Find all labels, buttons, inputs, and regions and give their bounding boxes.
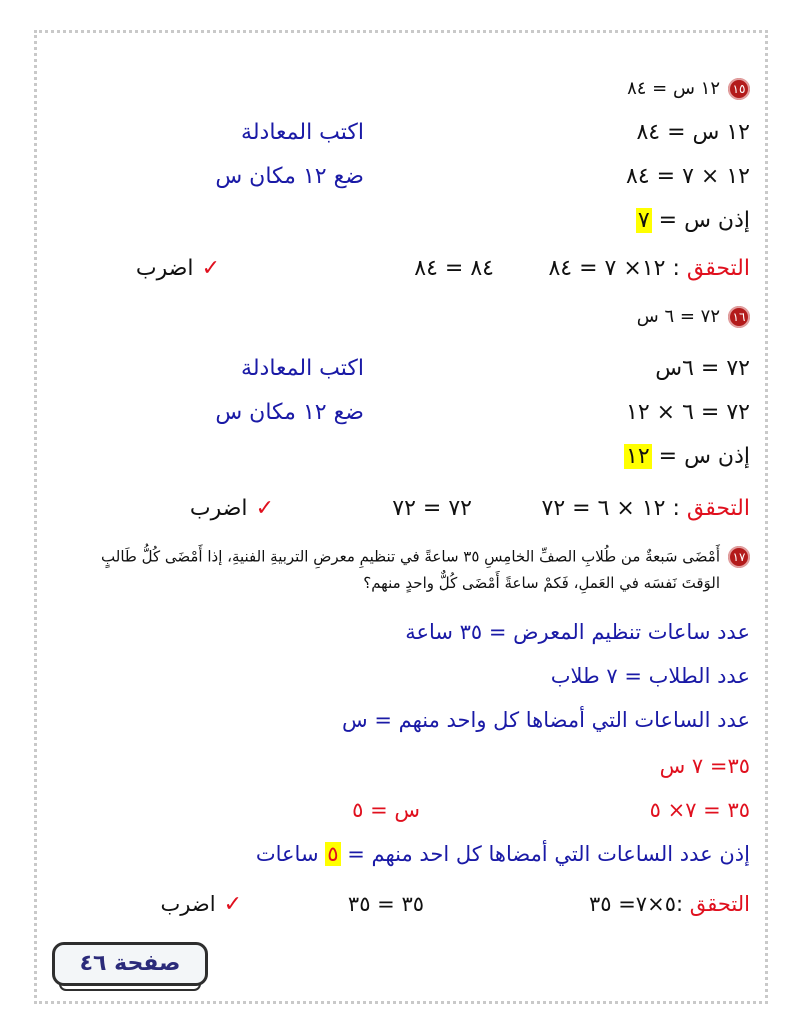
problem-15-header — [627, 78, 750, 100]
check-icon: ✓ — [255, 496, 274, 521]
answer-value: ٥ — [327, 842, 339, 866]
check-label: التحقق — [689, 892, 750, 916]
solution-line: عدد ساعات تنظيم المعرض = ٣٥ ساعة — [405, 620, 750, 644]
answer-prefix: إذن عدد الساعات التي أمضاها كل احد منهم = — [347, 842, 750, 866]
check-note — [136, 256, 220, 281]
problem-statement: ٧٢ = ٦ س — [636, 306, 720, 327]
equation-step: ٣٥= ٧ س — [659, 754, 750, 778]
check-line — [542, 496, 751, 521]
check-note-label: اضرب — [189, 496, 248, 521]
equation-step: ١٢ س = ٨٤ — [636, 120, 750, 145]
page-number-label: صفحة ٤٦ — [52, 942, 208, 986]
equation-step: ١٢ × ٧ = ٨٤ — [626, 164, 750, 189]
check-note-label: اضرب — [160, 892, 216, 916]
answer-prefix: إذن س = — [658, 208, 750, 233]
problem-16-header — [637, 306, 750, 328]
answer-prefix: إذن س = — [658, 444, 750, 469]
problem-number-badge: ١٦ — [728, 306, 750, 328]
equation-result: س = ٥ — [352, 798, 420, 822]
check-label: التحقق — [686, 256, 750, 281]
solution-line: عدد الساعات التي أمضاها كل واحد منهم = س — [342, 708, 750, 732]
answer-line — [636, 208, 750, 233]
check-icon: ✓ — [223, 892, 242, 917]
step-note: اكتب المعادلة — [241, 120, 364, 145]
check-result: ٣٥ = ٣٥ — [347, 892, 424, 916]
problem-statement: ١٢ س = ٨٤ — [627, 78, 720, 99]
problem-number-badge: ١٧ — [728, 546, 750, 568]
check-expression: : ١٢ × ٦ = ٧٢ — [541, 496, 680, 521]
problem-number-badge: ١٥ — [728, 78, 750, 100]
equation-step: ٣٥ = ٧× ٥ — [649, 798, 750, 822]
check-line — [548, 256, 750, 281]
problem-17-statement — [101, 546, 750, 568]
check-icon: ✓ — [201, 256, 220, 281]
step-note: ضع ١٢ مكان س — [215, 400, 364, 425]
check-label: التحقق — [686, 496, 750, 521]
answer-value: ١٢ — [626, 444, 650, 469]
equation-step: ٧٢ = ٦ × ١٢ — [626, 400, 750, 425]
step-note: اكتب المعادلة — [241, 356, 364, 381]
step-note: ضع ١٢ مكان س — [215, 164, 364, 189]
check-note-label: اضرب — [135, 256, 194, 281]
answer-line — [256, 842, 750, 866]
check-line — [589, 892, 750, 916]
check-expression: : ١٢× ٧ = ٨٤ — [548, 256, 680, 281]
check-expression: :٥×٧= ٣٥ — [588, 892, 684, 916]
equation-step: ٧٢ = ٦س — [655, 356, 750, 381]
check-note — [190, 496, 274, 521]
solution-line: عدد الطلاب = ٧ طلاب — [550, 664, 750, 688]
check-note — [161, 892, 242, 917]
check-result: ٧٢ = ٧٢ — [392, 496, 472, 521]
answer-suffix: ساعات — [255, 842, 319, 866]
check-result: ٨٤ = ٨٤ — [414, 256, 494, 281]
statement-line: الوَقتَ نَفسَه في العَملِ، فَكمْ ساعةً أَمْضَى كُلٌّ واحدٍ منهم؟ — [363, 574, 720, 592]
answer-value: ٧ — [637, 208, 650, 233]
answer-line — [624, 444, 750, 469]
statement-line: أَمْضَى سَبعةٌ من طُلابِ الصفِّ الخامِسِ ٣٥ ساعةً في تنظيمِ معرضِ التربيةِ الفنيةِ، إذا أَمْضَى كُلُّ طَالبٍ — [101, 547, 720, 566]
